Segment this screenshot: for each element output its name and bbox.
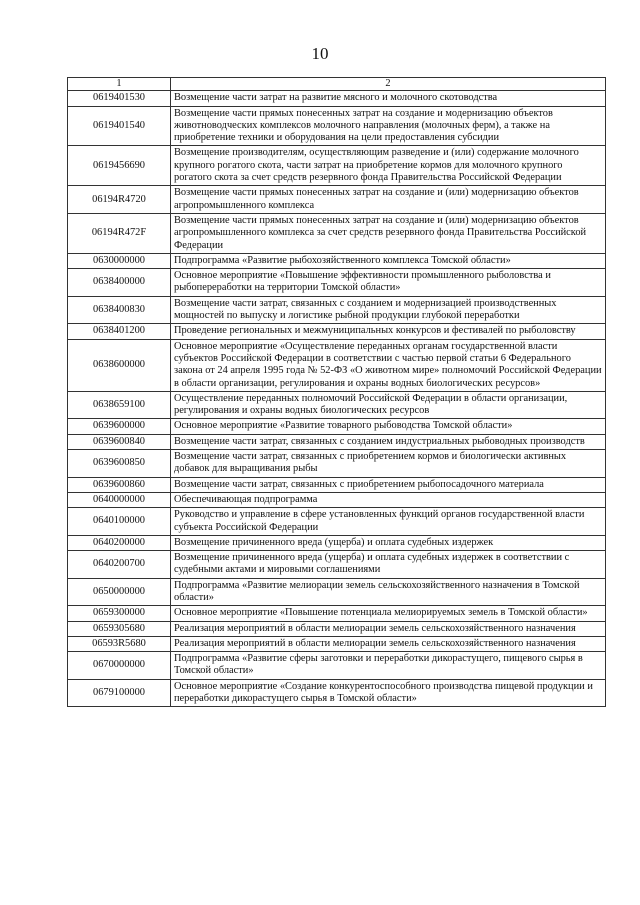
table-row [68, 391, 606, 419]
column-header-code: 1 [68, 78, 171, 91]
row-name-cell: Основное мероприятие «Развитие товарного рыбоводства Томской области» [171, 419, 606, 434]
row-name-cell: Возмещение части прямых понесенных затрат на создание и (или) модернизацию объектов агропромышленного комплекса [171, 186, 606, 214]
column-header-name: 2 [171, 78, 606, 91]
table-row [68, 450, 606, 478]
row-name-cell: Реализация мероприятий в области мелиорации земель сельскохозяйственного назначения [171, 621, 606, 636]
row-code-cell: 0640200000 [68, 535, 171, 550]
row-code-cell: 0638400000 [68, 269, 171, 297]
row-name-cell: Возмещение части прямых понесенных затрат на создание и (или) модернизацию объектов агропромышленного комплекса за счет средств резервного фонда Правительства Российской Федерации [171, 213, 606, 253]
row-code-cell: 06194R4720 [68, 186, 171, 214]
row-name-cell: Основное мероприятие «Повышение потенциала мелиорируемых земель в Томской области» [171, 606, 606, 621]
table-row [68, 186, 606, 214]
table-row [68, 606, 606, 621]
table-row [68, 324, 606, 339]
row-code-cell: 0638400830 [68, 296, 171, 324]
row-code-cell: 0619401530 [68, 91, 171, 106]
row-name-cell: Возмещение части затрат, связанных с приобретением рыбопосадочного материала [171, 477, 606, 492]
row-code-cell: 0639600860 [68, 477, 171, 492]
row-code-cell: 0659300000 [68, 606, 171, 621]
row-code-cell: 0630000000 [68, 253, 171, 268]
row-code-cell: 0640100000 [68, 508, 171, 536]
row-code-cell: 0650000000 [68, 578, 171, 606]
row-code-cell: 0638659100 [68, 391, 171, 419]
row-name-cell: Возмещение части затрат на развитие мясного и молочного скотоводства [171, 91, 606, 106]
page-number: 10 [311, 44, 329, 63]
row-name-cell: Подпрограмма «Развитие мелиорации земель сельскохозяйственного назначения в Томской области» [171, 578, 606, 606]
row-code-cell: 0659305680 [68, 621, 171, 636]
row-code-cell: 06593R5680 [68, 636, 171, 651]
row-name-cell: Возмещение части затрат, связанных с созданием и модернизацией производственных мощностей по выпуску и логистике рыбной продукции глубокой переработки [171, 296, 606, 324]
row-name-cell: Подпрограмма «Развитие сферы заготовки и переработки дикорастущего, пищевого сырья в Томской области» [171, 652, 606, 680]
table-row [68, 213, 606, 253]
row-name-cell: Реализация мероприятий в области мелиорации земель сельскохозяйственного назначения [171, 636, 606, 651]
row-code-cell: 0640200700 [68, 551, 171, 579]
table-row [68, 508, 606, 536]
row-name-cell: Возмещение части прямых понесенных затрат на создание и модернизацию объектов животноводческих комплексов молочного направления (молочных ферм), а также на приобретение техники и оборудования на цели предоставления субсидии [171, 106, 606, 146]
table-row [68, 578, 606, 606]
row-code-cell: 0639600850 [68, 450, 171, 478]
table-row [68, 339, 606, 391]
row-code-cell: 0639600840 [68, 434, 171, 449]
row-name-cell: Проведение региональных и межмуниципальных конкурсов и фестивалей по рыболовству [171, 324, 606, 339]
row-code-cell: 0640000000 [68, 492, 171, 507]
row-code-cell: 0638401200 [68, 324, 171, 339]
table-row [68, 269, 606, 297]
table-row [68, 419, 606, 434]
row-code-cell: 0639600000 [68, 419, 171, 434]
row-name-cell: Обеспечивающая подпрограмма [171, 492, 606, 507]
row-name-cell: Возмещение причиненного вреда (ущерба) и оплата судебных издержек [171, 535, 606, 550]
row-name-cell: Осуществление переданных полномочий Российской Федерации в области организации, регулирования и охраны водных биологических ресурсов [171, 391, 606, 419]
row-name-cell: Основное мероприятие «Повышение эффективности промышленного рыболовства и рыбопереработки на территории Томской области» [171, 269, 606, 297]
table-row [68, 652, 606, 680]
row-code-cell: 0619401540 [68, 106, 171, 146]
row-name-cell: Основное мероприятие «Осуществление переданных органам государственной власти субъектов Российской Федерации в соответствии с частью первой статьи 6 Федерального закона от 24 апреля 1995 года № 52-ФЗ «О животном мире» полномочий Российской Федерации в области организации, регулирования и охраны водных биологических ресурсов» [171, 339, 606, 391]
row-name-cell: Руководство и управление в сфере установленных функций органов государственной власти субъекта Российской Федерации [171, 508, 606, 536]
table-row [68, 253, 606, 268]
table-row [68, 434, 606, 449]
table-row [68, 296, 606, 324]
row-code-cell: 0619456690 [68, 146, 171, 186]
budget-classification-table [67, 77, 606, 707]
table-row [68, 535, 606, 550]
row-name-cell: Возмещение производителям, осуществляющим разведение и (или) содержание молочного крупного рогатого скота, части затрат на приобретение кормов для молочного крупного рогатого скота за счет средств резервного фонда Правительства Российской Федерации [171, 146, 606, 186]
row-name-cell: Возмещение части затрат, связанных с созданием индустриальных рыбоводных производств [171, 434, 606, 449]
table-row [68, 477, 606, 492]
row-name-cell: Подпрограмма «Развитие рыбохозяйственного комплекса Томской области» [171, 253, 606, 268]
table-body [68, 91, 606, 707]
row-code-cell: 0679100000 [68, 679, 171, 707]
row-code-cell: 0638600000 [68, 339, 171, 391]
row-name-cell: Возмещение части затрат, связанных с приобретением кормов и биологически активных добавок для выращивания рыбы [171, 450, 606, 478]
table-row [68, 621, 606, 636]
row-name-cell: Основное мероприятие «Создание конкурентоспособного производства пищевой продукции и переработки дикорастущего сырья в Томской области» [171, 679, 606, 707]
table-row [68, 551, 606, 579]
table-header-row [68, 78, 606, 91]
row-name-cell: Возмещение причиненного вреда (ущерба) и оплата судебных издержек в соответствии с судебными актами и мировыми соглашениями [171, 551, 606, 579]
table-row [68, 636, 606, 651]
table-row [68, 146, 606, 186]
table-row [68, 492, 606, 507]
row-code-cell: 0670000000 [68, 652, 171, 680]
table-row [68, 106, 606, 146]
row-code-cell: 06194R472F [68, 213, 171, 253]
table-row [68, 679, 606, 707]
table-row [68, 91, 606, 106]
